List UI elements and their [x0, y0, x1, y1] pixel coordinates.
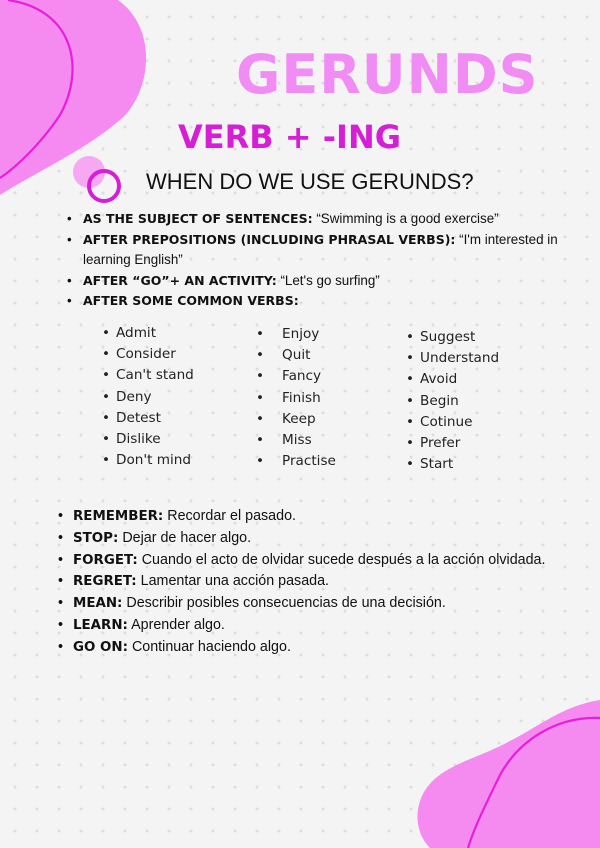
bottom-right-line: [468, 718, 600, 848]
verb-item: • Don't mind: [102, 450, 194, 471]
meaning-label: GO ON:: [73, 639, 128, 655]
verb-meanings-list: [58, 506, 558, 659]
meaning-text: Describir posibles consecuencias de una decisión.: [122, 595, 446, 612]
verb-item: • Finish: [256, 388, 336, 409]
meaning-text: Dejar de hacer algo.: [118, 529, 252, 546]
usage-label: AFTER SOME COMMON VERBS:: [83, 293, 299, 308]
page-title: GERUNDS: [236, 43, 539, 106]
usage-label: AFTER “GO”+ AN ACTIVITY:: [83, 272, 277, 288]
usage-item: [66, 271, 566, 292]
usage-label: AS THE SUBJECT OF SENTENCES:: [83, 211, 313, 226]
verb-item: • Start: [406, 454, 499, 475]
meaning-text: Lamentar una acción pasada.: [136, 573, 330, 590]
meaning-item: [58, 550, 558, 572]
verb-item: • Practise: [256, 451, 336, 472]
verb-item: • Dislike: [102, 429, 194, 450]
meaning-label: MEAN:: [73, 596, 123, 612]
verb-item: • Enjoy: [256, 324, 336, 345]
top-left-blob: [0, 0, 146, 195]
meaning-label: FORGET:: [73, 552, 138, 568]
verb-item: • Begin: [406, 391, 499, 412]
verb-item: • Avoid: [406, 369, 499, 390]
meaning-item: [58, 506, 558, 528]
top-left-line: [0, 0, 73, 178]
verb-item: • Cotinue: [406, 412, 499, 433]
verb-item: • Deny: [102, 387, 194, 408]
verb-item: • Can't stand: [102, 365, 194, 386]
verb-item: • Suggest: [406, 327, 499, 348]
meaning-label: LEARN:: [73, 617, 128, 633]
usage-text: “Swimming is a good exercise”: [312, 211, 499, 226]
meaning-text: Continuar haciendo algo.: [127, 638, 291, 655]
verb-item: • Fancy: [256, 366, 336, 387]
meaning-label: REMEMBER:: [73, 509, 164, 524]
verb-item: • Prefer: [406, 433, 499, 454]
verb-item: • Admit: [102, 323, 194, 344]
meaning-text: Recordar el pasado.: [163, 508, 297, 524]
meaning-item: [58, 528, 558, 550]
verb-item: • Consider: [102, 344, 194, 365]
meaning-item: [58, 571, 558, 593]
usage-item: [66, 291, 566, 312]
meaning-label: REGRET:: [73, 574, 137, 590]
verb-item: • Miss: [256, 430, 336, 451]
meaning-item: [58, 615, 558, 637]
verb-list-column-3: [406, 327, 499, 475]
meaning-item: [58, 637, 558, 659]
meaning-text: Aprender algo.: [127, 616, 225, 633]
verb-item: • Quit: [256, 345, 336, 366]
usage-item: [66, 209, 566, 230]
meaning-item: [58, 593, 558, 615]
verb-list-column-1: [102, 323, 194, 471]
verb-item: • Detest: [102, 408, 194, 429]
usage-label: AFTER PREPOSITIONS (INCLUDING PHRASAL VERBS):: [83, 231, 456, 247]
usage-item: [66, 230, 566, 271]
bottom-right-blob: [417, 700, 600, 848]
verb-list-column-2: [256, 324, 336, 472]
question-heading: WHEN DO WE USE GERUNDS?: [146, 169, 474, 194]
subtitle: VERB + -ING: [178, 118, 401, 156]
small-ring: [89, 171, 119, 201]
usage-text: “I'm interested in learning English”: [83, 231, 558, 267]
usage-text: “Let's go surfing”: [276, 272, 380, 288]
meaning-label: STOP:: [73, 530, 119, 546]
verb-item: • Understand: [406, 348, 499, 369]
meaning-text: Cuando el acto de olvidar sucede después a la acción olvidada.: [137, 551, 546, 568]
small-pink-circle: [73, 156, 105, 188]
verb-item: • Keep: [256, 409, 336, 430]
usage-list: [66, 209, 566, 312]
